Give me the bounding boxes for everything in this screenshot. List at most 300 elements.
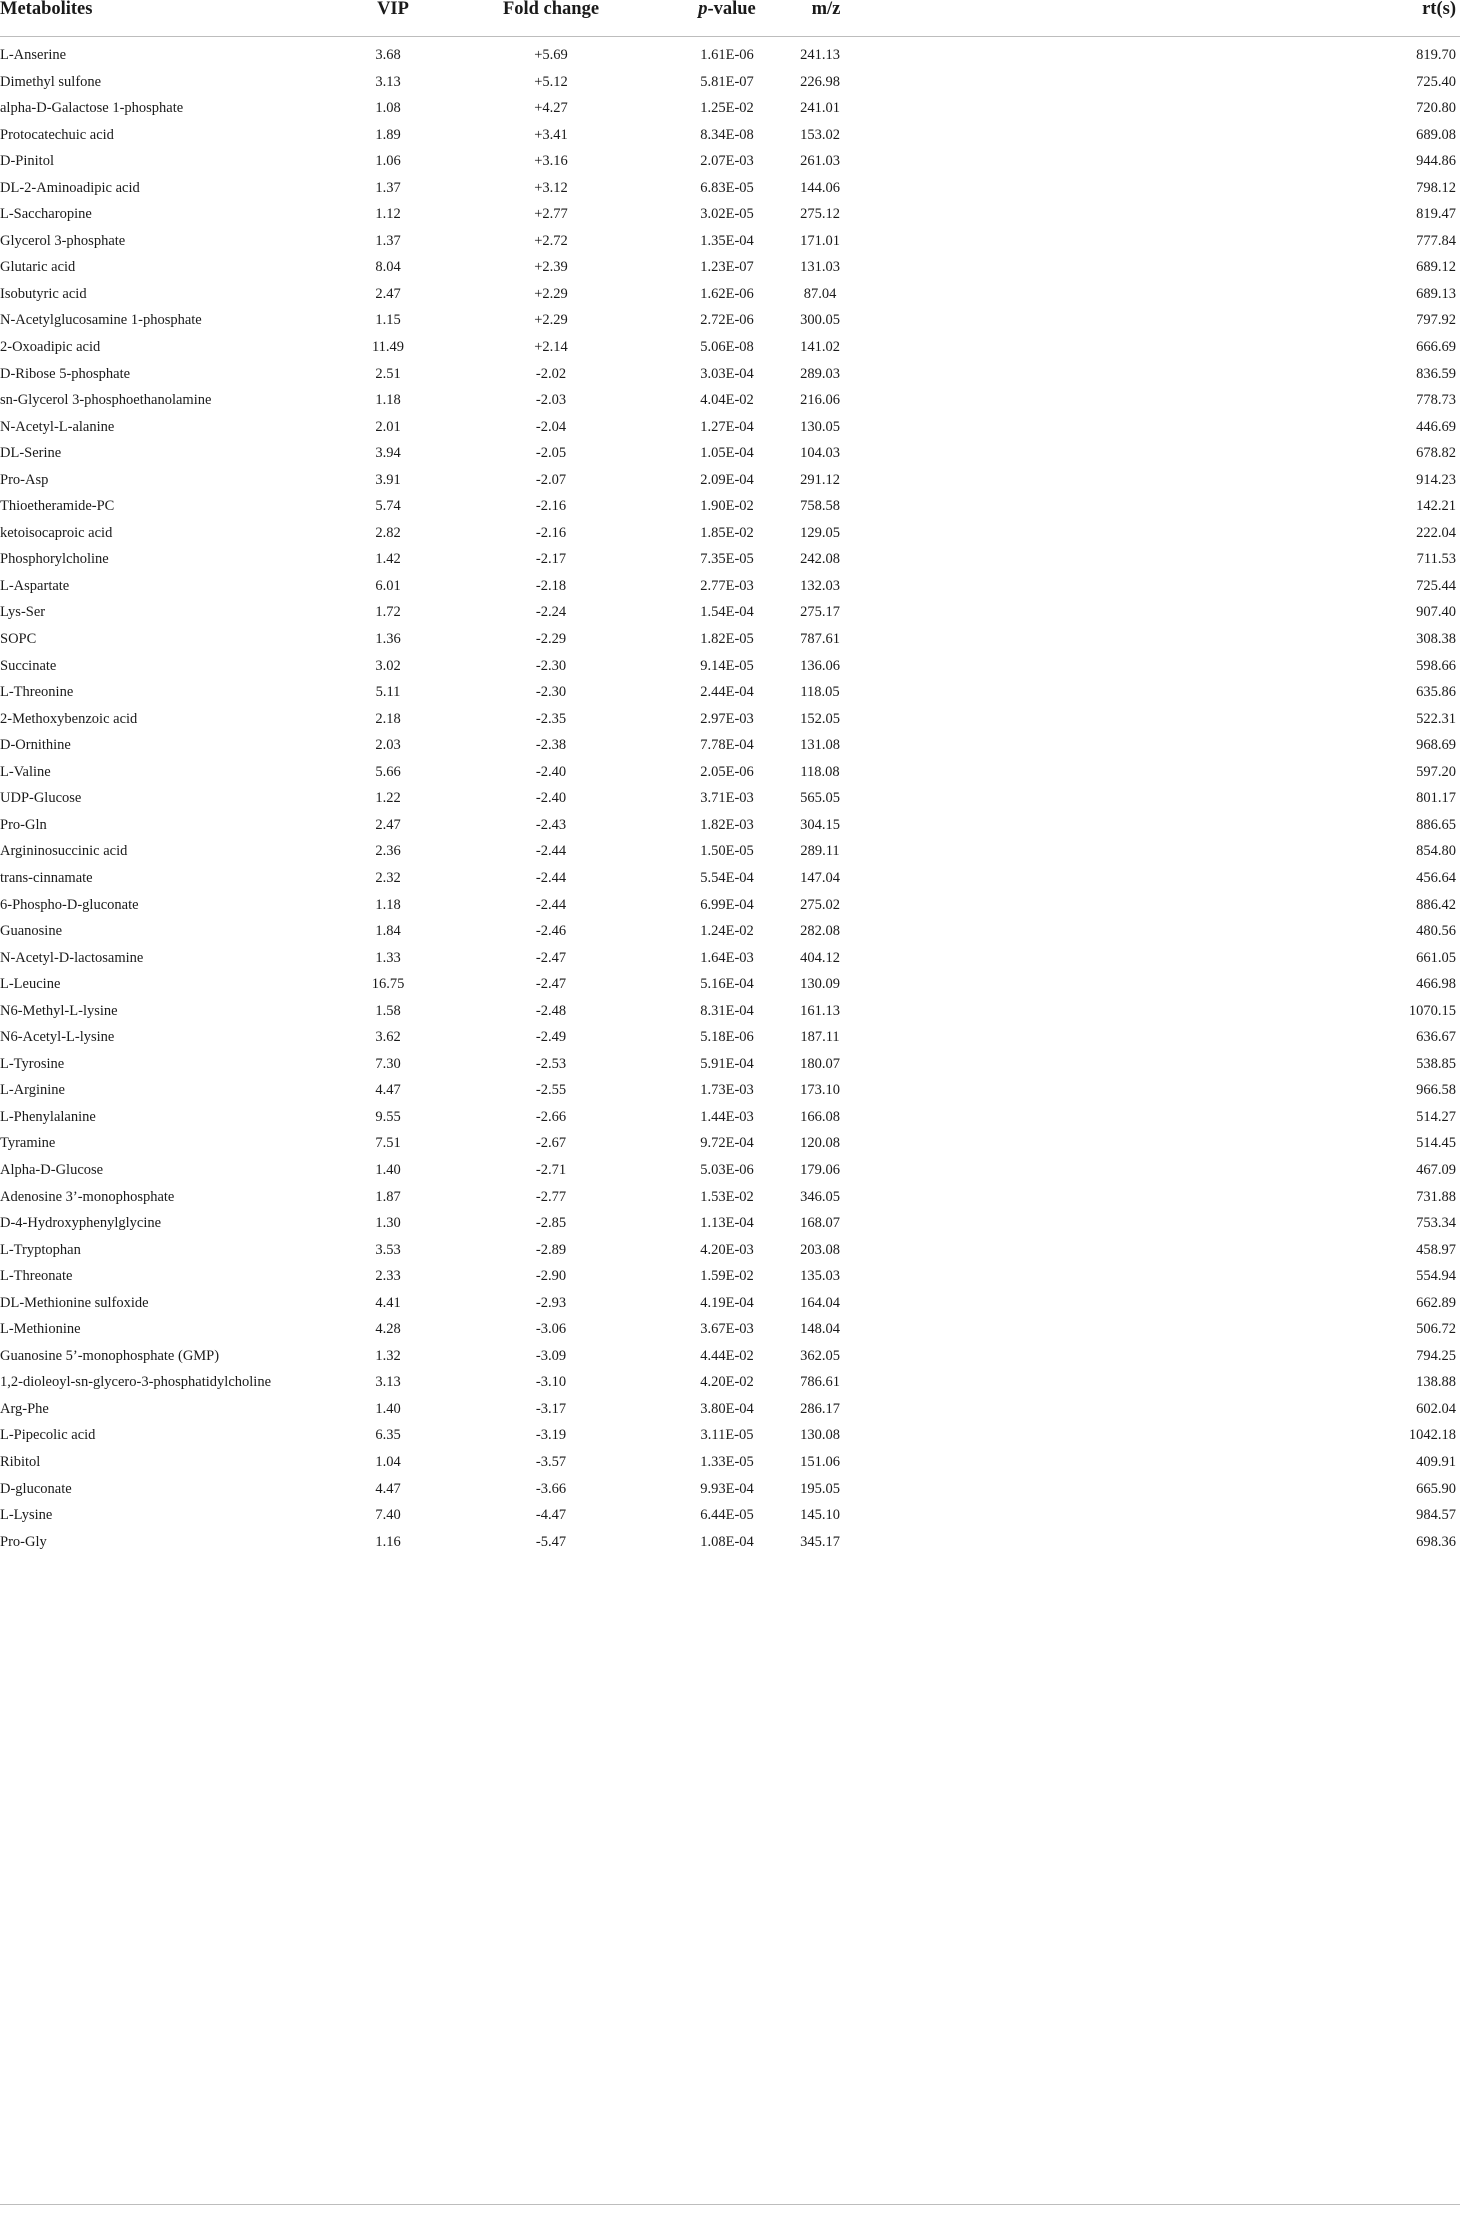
cell-p-value-text: 5.91E-04 [700,1055,754,1072]
table-row [0,1263,1460,1290]
cell-rt: 819.47 [1416,206,1456,223]
cell-p-value-text: 4.19E-04 [700,1294,754,1311]
cell-metabolite: trans-cinnamate [0,869,93,886]
table-row [0,1024,1460,1051]
cell-vip-text: 2.18 [375,710,401,727]
cell-mz-text: 216.06 [800,392,840,409]
cell-fold-change-text: -3.06 [535,1321,567,1338]
cell-p-value-text: 1.90E-02 [700,498,754,515]
cell-vip-text: 1.04 [375,1453,401,1470]
cell-mz-text: 144.06 [800,179,840,196]
cell-rt: 678.82 [1416,445,1456,462]
cell-metabolite: Thioetheramide-PC [0,498,115,515]
cell-p-value-text: 1.25E-02 [700,100,754,117]
cell-rt: 944.86 [1416,153,1456,170]
cell-fold-change-text: -2.05 [535,445,567,462]
cell-vip-text: 5.74 [375,498,401,515]
cell-metabolite: SOPC [0,631,37,648]
cell-metabolite: N6-Acetyl-L-lysine [0,1029,115,1046]
cell-vip-text: 6.01 [375,577,401,594]
cell-rt: 665.90 [1416,1480,1456,1497]
cell-mz-text: 180.07 [800,1055,840,1072]
cell-mz-text: 226.98 [800,73,840,90]
cell-mz-text: 203.08 [800,1241,840,1258]
cell-vip-text: 3.68 [375,47,401,63]
cell-vip-text: 4.41 [375,1294,401,1311]
table-row [0,838,1460,865]
cell-rt: 506.72 [1416,1321,1456,1338]
cell-rt: 725.40 [1416,73,1456,90]
table-row [0,1290,1460,1317]
cell-fold-change-text: -2.47 [535,976,567,993]
table-row [0,1316,1460,1343]
table-row [0,626,1460,653]
cell-vip-text: 2.47 [375,816,401,833]
cell-fold-change-text: -5.47 [535,1533,567,1550]
cell-rt: 836.59 [1416,365,1456,382]
table-row [0,732,1460,759]
cell-metabolite: L-Leucine [0,976,61,993]
table-row [0,892,1460,919]
header-p-value-text [698,0,756,20]
cell-p-value-text: 5.18E-06 [700,1029,754,1046]
cell-vip-text: 2.32 [375,869,401,886]
header-p-rest: -value [707,0,756,19]
cell-fold-change-text: -2.29 [535,631,567,648]
cell-vip-text: 3.02 [375,657,401,674]
cell-rt: 467.09 [1416,1161,1456,1178]
cell-metabolite: L-Arginine [0,1082,65,1099]
cell-fold-change-text: -2.44 [535,869,567,886]
cell-vip-text: 1.37 [375,179,401,196]
cell-fold-change-text: -2.49 [535,1029,567,1046]
cell-vip-text: 1.89 [375,126,401,143]
cell-mz-text: 161.13 [800,1002,840,1019]
table-row [0,998,1460,1025]
table-row [0,1369,1460,1396]
table-row [0,1422,1460,1449]
cell-fold-change-text: -2.55 [535,1082,567,1099]
cell-metabolite: N-Acetylglucosamine 1-phosphate [0,312,202,329]
cell-mz-text: 786.61 [800,1374,840,1391]
cell-mz-text: 120.08 [800,1135,840,1152]
cell-mz-text: 179.06 [800,1161,840,1178]
cell-p-value-text: 3.02E-05 [700,206,754,223]
cell-p-value-text: 7.78E-04 [700,737,754,754]
cell-rt: 798.12 [1416,179,1456,196]
cell-p-value-text: 8.34E-08 [700,126,754,143]
cell-vip-text: 4.47 [375,1082,401,1099]
cell-fold-change-text: -2.77 [535,1188,567,1205]
cell-rt: 711.53 [1416,551,1456,568]
cell-fold-change-text: +3.41 [534,126,568,143]
cell-fold-change-text: +5.12 [534,73,568,90]
cell-rt: 466.98 [1416,976,1456,993]
cell-p-value-text: 1.13E-04 [700,1215,754,1232]
cell-metabolite: Arg-Phe [0,1400,49,1417]
cell-mz-text: 118.08 [800,763,840,780]
cell-mz-text: 261.03 [800,153,840,170]
cell-fold-change-text: -2.40 [535,790,567,807]
cell-metabolite: Pro-Gly [0,1533,47,1550]
cell-fold-change-text: -2.53 [535,1055,567,1072]
cell-mz-text: 129.05 [800,524,840,541]
table-row [0,228,1460,255]
cell-metabolite: Adenosine 3’-monophosphate [0,1188,175,1205]
table-row [0,387,1460,414]
cell-rt: 602.04 [1416,1400,1456,1417]
table-row [0,520,1460,547]
cell-p-value-text: 2.72E-06 [700,312,754,329]
table-row [0,467,1460,494]
cell-metabolite: 2-Methoxybenzoic acid [0,710,138,727]
cell-mz-text: 130.09 [800,976,840,993]
cell-vip-text: 1.72 [375,604,401,621]
cell-p-value-text: 1.44E-03 [700,1108,754,1125]
cell-vip-text: 1.36 [375,631,401,648]
table-row [0,1051,1460,1078]
cell-mz-text: 141.02 [800,339,840,356]
cell-p-value-text: 4.04E-02 [700,392,754,409]
cell-mz-text: 173.10 [800,1082,840,1099]
cell-vip-text: 1.42 [375,551,401,568]
cell-rt: 689.08 [1416,126,1456,143]
header-vip [377,0,409,20]
cell-vip-text: 2.47 [375,285,401,302]
table-header [0,0,1460,37]
cell-vip-text: 1.37 [375,232,401,249]
cell-p-value-text: 4.44E-02 [700,1347,754,1364]
cell-p-value-text: 6.83E-05 [700,179,754,196]
cell-metabolite: L-Aspartate [0,577,70,594]
cell-mz-text: 275.17 [800,604,840,621]
table-row [0,175,1460,202]
cell-rt: 661.05 [1416,949,1456,966]
cell-vip-text: 8.04 [375,259,401,276]
cell-metabolite: ketoisocaproic acid [0,524,113,541]
cell-p-value-text: 5.06E-08 [700,339,754,356]
cell-fold-change-text: -2.93 [535,1294,567,1311]
cell-vip-text: 1.33 [375,949,401,966]
cell-fold-change-text: -2.16 [535,498,567,515]
cell-metabolite: Protocatechuic acid [0,126,114,143]
cell-p-value-text: 1.73E-03 [700,1082,754,1099]
cell-metabolite: L-Valine [0,763,51,780]
table-row [0,1476,1460,1503]
cell-fold-change-text: -2.66 [535,1108,567,1125]
cell-fold-change-text: -2.90 [535,1268,567,1285]
table-row [0,493,1460,520]
cell-fold-change-text: -2.46 [535,923,567,940]
cell-fold-change-text: -2.24 [535,604,567,621]
cell-p-value-text: 1.53E-02 [700,1188,754,1205]
cell-rt: 662.89 [1416,1294,1456,1311]
cell-p-value-text: 4.20E-02 [700,1374,754,1391]
cell-fold-change-text: -2.35 [535,710,567,727]
cell-rt: 968.69 [1416,737,1456,754]
cell-rt: 1042.18 [1408,1427,1456,1444]
cell-vip-text: 1.58 [375,1002,401,1019]
cell-rt: 308.38 [1416,631,1456,648]
cell-vip-text: 3.62 [375,1029,401,1046]
cell-p-value-text: 1.33E-05 [700,1453,754,1470]
cell-metabolite: L-Saccharopine [0,206,92,223]
cell-fold-change-text: -2.17 [535,551,567,568]
cell-rt: 446.69 [1416,418,1456,435]
table-row [0,1529,1460,1556]
cell-fold-change-text: -2.38 [535,737,567,754]
cell-metabolite: Argininosuccinic acid [0,843,128,860]
cell-mz-text: 118.05 [800,684,840,701]
cell-vip-text: 1.08 [375,100,401,117]
cell-rt: 636.67 [1416,1029,1456,1046]
table-body [0,42,1460,1555]
cell-metabolite: 1,2-dioleoyl-sn-glycero-3-phosphatidylcholine [0,1374,272,1391]
cell-vip-text: 3.13 [375,1374,401,1391]
table-row [0,971,1460,998]
cell-p-value-text: 1.35E-04 [700,232,754,249]
cell-mz-text: 152.05 [800,710,840,727]
cell-vip-text: 3.13 [375,73,401,90]
cell-vip-text: 2.33 [375,1268,401,1285]
cell-metabolite: L-Tyrosine [0,1055,65,1072]
cell-mz-text: 136.06 [800,657,840,674]
cell-p-value-text: 3.03E-04 [700,365,754,382]
table-row [0,759,1460,786]
cell-rt: 689.13 [1416,285,1456,302]
cell-p-value-text: 1.62E-06 [700,285,754,302]
cell-metabolite: L-Phenylalanine [0,1108,96,1125]
cell-metabolite: Glycerol 3-phosphate [0,232,126,249]
cell-rt: 222.04 [1416,524,1456,541]
cell-metabolite: Pro-Gln [0,816,47,833]
cell-mz-text: 187.11 [800,1029,840,1046]
cell-fold-change-text: +4.27 [534,100,568,117]
cell-p-value-text: 1.05E-04 [700,445,754,462]
cell-fold-change-text: +2.39 [534,259,568,276]
cell-mz-text: 242.08 [800,551,840,568]
table-row [0,414,1460,441]
table-row [0,42,1460,69]
cell-metabolite: DL-Serine [0,445,62,462]
cell-rt: 409.91 [1416,1453,1456,1470]
table-row [0,1210,1460,1237]
table-row [0,148,1460,175]
cell-p-value-text: 2.09E-04 [700,471,754,488]
cell-p-value-text: 3.71E-03 [700,790,754,807]
table-row [0,1502,1460,1529]
cell-vip-text: 3.53 [375,1241,401,1258]
cell-rt: 689.12 [1416,259,1456,276]
table-row [0,1130,1460,1157]
cell-p-value-text: 5.16E-04 [700,976,754,993]
cell-fold-change-text: -2.44 [535,843,567,860]
cell-metabolite: sn-Glycerol 3-phosphoethanolamine [0,392,212,409]
table-row [0,599,1460,626]
table-row [0,95,1460,122]
table-row [0,254,1460,281]
cell-rt: 538.85 [1416,1055,1456,1072]
cell-fold-change-text: -3.19 [535,1427,567,1444]
cell-rt: 794.25 [1416,1347,1456,1364]
table-row [0,122,1460,149]
cell-mz-text: 168.07 [800,1215,840,1232]
cell-mz-text: 345.17 [800,1533,840,1550]
cell-vip-text: 6.35 [375,1427,401,1444]
table-row [0,201,1460,228]
cell-p-value-text: 5.81E-07 [700,73,754,90]
cell-p-value-text: 1.61E-06 [700,47,754,63]
cell-rt: 753.34 [1416,1215,1456,1232]
table-row [0,1237,1460,1264]
cell-p-value-text: 1.27E-04 [700,418,754,435]
cell-p-value-text: 1.82E-05 [700,631,754,648]
cell-metabolite: alpha-D-Galactose 1-phosphate [0,100,184,117]
cell-rt: 142.21 [1416,498,1456,515]
cell-p-value-text: 6.44E-05 [700,1507,754,1524]
cell-fold-change-text: +2.14 [534,339,568,356]
cell-mz-text: 275.12 [800,206,840,223]
cell-fold-change-text: -2.44 [535,896,567,913]
cell-vip-text: 2.01 [375,418,401,435]
cell-p-value-text: 3.67E-03 [700,1321,754,1338]
cell-fold-change-text: -3.66 [535,1480,567,1497]
cell-metabolite: D-gluconate [0,1480,72,1497]
cell-p-value-text: 2.97E-03 [700,710,754,727]
cell-rt: 597.20 [1416,763,1456,780]
cell-fold-change-text: -2.07 [535,471,567,488]
table-row [0,307,1460,334]
table-row [0,865,1460,892]
cell-vip-text: 3.91 [375,471,401,488]
cell-fold-change-text: -2.85 [535,1215,567,1232]
cell-mz-text: 104.03 [800,445,840,462]
cell-vip-text: 7.40 [375,1507,401,1524]
cell-rt: 731.88 [1416,1188,1456,1205]
cell-fold-change-text: -2.16 [535,524,567,541]
cell-mz-text: 291.12 [800,471,840,488]
cell-rt: 914.23 [1416,471,1456,488]
cell-vip-text: 16.75 [371,976,405,993]
cell-metabolite: Dimethyl sulfone [0,73,102,90]
header-rt: rt(s) [1422,0,1456,19]
cell-mz-text: 87.04 [803,285,837,302]
cell-metabolite: D-Ribose 5-phosphate [0,365,131,382]
header-fold-change-text: Fold change [502,0,600,19]
table-row [0,785,1460,812]
cell-rt: 984.57 [1416,1507,1456,1524]
cell-p-value-text: 9.72E-04 [700,1135,754,1152]
cell-mz-text: 130.08 [800,1427,840,1444]
cell-p-value-text: 2.77E-03 [700,577,754,594]
cell-fold-change-text: -2.40 [535,763,567,780]
cell-mz-text: 135.03 [800,1268,840,1285]
cell-vip-text: 1.06 [375,153,401,170]
cell-p-value-text: 9.93E-04 [700,1480,754,1497]
cell-metabolite: D-Ornithine [0,737,71,754]
cell-mz-text: 153.02 [800,126,840,143]
cell-p-value-text: 4.20E-03 [700,1241,754,1258]
cell-metabolite: L-Methionine [0,1321,81,1338]
cell-fold-change-text: -2.30 [535,657,567,674]
cell-fold-change-text: -2.02 [535,365,567,382]
cell-mz-text: 565.05 [800,790,840,807]
cell-mz-text: 346.05 [800,1188,840,1205]
table-row [0,334,1460,361]
cell-mz-text: 282.08 [800,923,840,940]
table-row [0,1077,1460,1104]
cell-rt: 514.27 [1416,1108,1456,1125]
cell-metabolite: Ribitol [0,1453,41,1470]
cell-fold-change-text: -2.03 [535,392,567,409]
header-vip-text: VIP [377,0,409,19]
cell-mz-text: 148.04 [800,1321,840,1338]
table-row [0,1449,1460,1476]
cell-p-value-text: 1.59E-02 [700,1268,754,1285]
cell-metabolite: Guanosine [0,923,63,940]
cell-vip-text: 3.94 [375,445,401,462]
cell-metabolite: Glutaric acid [0,259,76,276]
cell-p-value-text: 2.07E-03 [700,153,754,170]
cell-vip-text: 1.18 [375,896,401,913]
cell-p-value-text: 1.64E-03 [700,949,754,966]
cell-fold-change-text: +2.29 [534,285,568,302]
cell-rt: 725.44 [1416,577,1456,594]
cell-p-value-text: 1.54E-04 [700,604,754,621]
cell-p-value-text: 3.11E-05 [700,1427,754,1444]
cell-metabolite: D-4-Hydroxyphenylglycine [0,1215,162,1232]
cell-metabolite: 2-Oxoadipic acid [0,339,101,356]
table-row [0,1184,1460,1211]
cell-mz-text: 300.05 [800,312,840,329]
cell-p-value-text: 6.99E-04 [700,896,754,913]
cell-fold-change-text: -2.30 [535,684,567,701]
cell-mz-text: 195.05 [800,1480,840,1497]
cell-metabolite: DL-2-Aminoadipic acid [0,179,140,196]
header-p-italic: p [698,0,708,19]
cell-vip-text: 1.32 [375,1347,401,1364]
cell-fold-change-text: -2.67 [535,1135,567,1152]
table-row [0,918,1460,945]
cell-metabolite: L-Lysine [0,1507,53,1524]
cell-p-value-text: 7.35E-05 [700,551,754,568]
cell-metabolite: Lys-Ser [0,604,46,621]
cell-vip-text: 1.12 [375,206,401,223]
cell-rt: 635.86 [1416,684,1456,701]
cell-mz-text: 362.05 [800,1347,840,1364]
cell-mz-text: 758.58 [800,498,840,515]
cell-rt: 522.31 [1416,710,1456,727]
table-row [0,706,1460,733]
cell-rt: 907.40 [1416,604,1456,621]
cell-mz-text: 164.04 [800,1294,840,1311]
cell-metabolite: L-Pipecolic acid [0,1427,96,1444]
cell-rt: 819.70 [1416,47,1456,63]
cell-p-value-text: 9.14E-05 [700,657,754,674]
table-row [0,812,1460,839]
cell-metabolite: Isobutyric acid [0,285,87,302]
cell-rt: 720.80 [1416,100,1456,117]
cell-vip-text: 2.51 [375,365,401,382]
cell-mz-text: 131.03 [800,259,840,276]
table-row [0,69,1460,96]
cell-metabolite: N-Acetyl-L-alanine [0,418,115,435]
cell-p-value-text: 1.23E-07 [700,259,754,276]
cell-vip-text: 7.30 [375,1055,401,1072]
cell-metabolite: L-Tryptophan [0,1241,81,1258]
cell-metabolite: Pro-Asp [0,471,49,488]
cell-vip-text: 5.11 [375,684,401,701]
